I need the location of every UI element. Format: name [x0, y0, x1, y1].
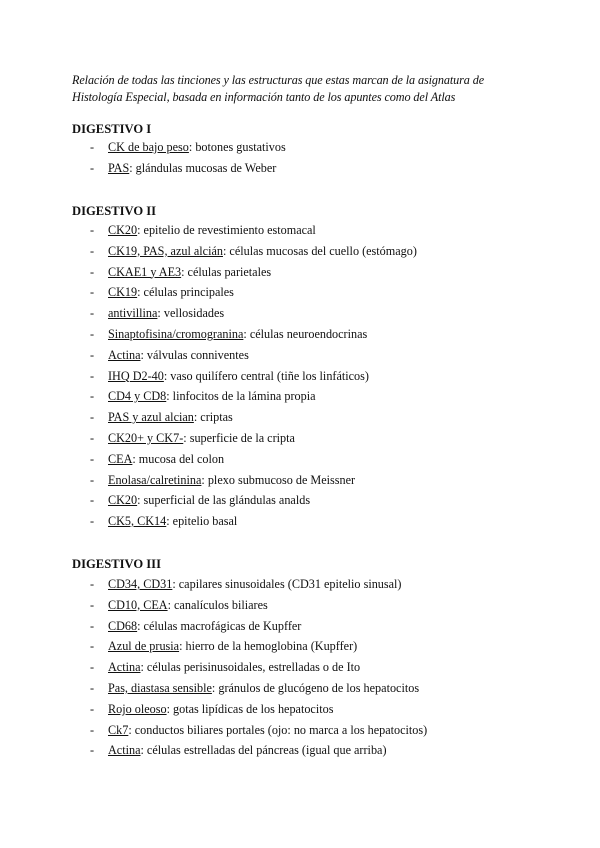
list-item: - CK5, CK14 : epitelio basal	[90, 514, 570, 535]
stain-term: antivillina	[108, 306, 158, 321]
stain-term: PAS	[108, 160, 130, 175]
stain-term: CD10, CEA	[108, 597, 168, 612]
stain-description: : vellosidades	[157, 306, 225, 321]
stain-description: : células neuroendocrinas	[243, 326, 368, 341]
stain-description: : células macrofágicas de Kupffer	[137, 618, 302, 633]
stain-description: : conductos biliares portales (ojo: no marca a los hepatocitos)	[128, 722, 428, 737]
stain-term: CK20	[108, 223, 138, 237]
stain-description: : epitelio de revestimiento estomacal	[137, 223, 316, 237]
list-item: - antivillina : vellosidades	[90, 306, 570, 327]
stain-term: PAS y azul alcian	[108, 410, 194, 425]
stain-term: CEA	[108, 451, 133, 466]
list-item: - CK de bajo peso : botones gustativos	[90, 140, 570, 161]
stain-term: Ck7	[108, 722, 129, 737]
stain-term: Actina	[108, 660, 141, 675]
stain-description: : vaso quilífero central (tiñe los linfáticos)	[163, 368, 369, 383]
stain-term: CD68	[108, 618, 138, 633]
list-item: - CD68 : células macrofágicas de Kupffer	[90, 619, 570, 640]
stain-description: : plexo submucoso de Meissner	[201, 472, 356, 487]
list-item: - Actina : células perisinusoidales, estrelladas o de Ito	[90, 660, 570, 681]
stain-term: CD4 y CD8	[108, 389, 167, 404]
stain-description: : células estrelladas del páncreas (igual que arriba)	[140, 743, 387, 758]
section-list-digestivo-2	[90, 223, 570, 535]
list-item: - CD10, CEA : canalículos biliares	[90, 598, 570, 619]
stain-description: : células principales	[137, 285, 234, 300]
stain-term: Pas, diastasa sensible	[108, 680, 212, 695]
list-item: - PAS : glándulas mucosas de Weber	[90, 161, 570, 182]
list-item: - Ck7 : conductos biliares portales (ojo: no marca a los hepatocitos)	[90, 723, 570, 744]
list-item: - PAS y azul alcian : criptas	[90, 410, 570, 431]
stain-term: Rojo oleoso	[108, 701, 167, 716]
list-item: - Actina : células estrelladas del páncreas (igual que arriba)	[90, 743, 570, 764]
stain-description: : glándulas mucosas de Weber	[129, 160, 277, 175]
stain-description: : canalículos biliares	[167, 597, 268, 612]
stain-term: CD34, CD31	[108, 577, 173, 591]
list-item: - Azul de prusia : hierro de la hemoglobina (Kupffer)	[90, 639, 570, 660]
stain-description: : botones gustativos	[188, 140, 286, 154]
stain-term: CK de bajo peso	[108, 140, 189, 154]
section-list-digestivo-3	[90, 577, 570, 764]
list-item: - CK20 : superficial de las glándulas analds	[90, 493, 570, 514]
stain-description: : mucosa del colon	[132, 451, 225, 466]
list-item: - CD34, CD31 : capilares sinusoidales (CD31 epitelio sinusal)	[90, 577, 570, 598]
list-item: - Sinaptofisina/cromogranina : células neuroendocrinas	[90, 327, 570, 348]
stain-term: Sinaptofisina/cromogranina	[108, 326, 244, 341]
stain-term: CK19	[108, 285, 138, 300]
list-item: - CK20+ y CK7- : superficie de la cripta	[90, 431, 570, 452]
stain-description: : superficial de las glándulas analds	[137, 493, 311, 508]
list-item: - CKAE1 y AE3 : células parietales	[90, 265, 570, 286]
list-item: - Enolasa/calretinina : plexo submucoso de Meissner	[90, 473, 570, 494]
list-item: - IHQ D2-40 : vaso quilífero central (tiñe los linfáticos)	[90, 369, 570, 390]
list-item: - CK19 : células principales	[90, 285, 570, 306]
stain-description: : capilares sinusoidales (CD31 epitelio sinusal)	[172, 577, 402, 591]
stain-description: : células perisinusoidales, estrelladas o de Ito	[140, 660, 361, 675]
list-item: - CK20 : epitelio de revestimiento estomacal	[90, 223, 570, 244]
stain-term: CKAE1 y AE3	[108, 264, 182, 279]
stain-term: Actina	[108, 347, 141, 362]
section-list-digestivo-1	[90, 140, 570, 182]
intro-line-1: Relación de todas las tinciones y las estructuras que estas marcan de la asignatura de	[72, 73, 485, 87]
stain-term: CK20	[108, 493, 138, 508]
document-intro	[72, 72, 542, 106]
stain-description: : gotas lipídicas de los hepatocitos	[166, 701, 334, 716]
list-item: - Rojo oleoso : gotas lipídicas de los hepatocitos	[90, 702, 570, 723]
stain-description: : criptas	[193, 410, 233, 425]
stain-description: : células mucosas del cuello (estómago)	[222, 243, 417, 258]
section-heading-digestivo-2: DIGESTIVO II	[72, 204, 157, 218]
section-heading-digestivo-3: DIGESTIVO III	[72, 557, 161, 571]
stain-description: : gránulos de glucógeno de los hepatocitos	[211, 680, 420, 695]
stain-term: CK20+ y CK7-	[108, 430, 184, 445]
list-item: - CEA : mucosa del colon	[90, 452, 570, 473]
list-item: - Actina : válvulas conniventes	[90, 348, 570, 369]
list-item: - CD4 y CD8 : linfocitos de la lámina propia	[90, 389, 570, 410]
stain-description: : válvulas conniventes	[140, 347, 249, 362]
stain-term: CK19, PAS, azul alcián	[108, 243, 223, 258]
stain-term: CK5, CK14	[108, 514, 167, 529]
section-heading-digestivo-1: DIGESTIVO I	[72, 122, 152, 136]
list-item: - CK19, PAS, azul alcián : células mucosas del cuello (estómago)	[90, 244, 570, 265]
stain-description: : hierro de la hemoglobina (Kupffer)	[179, 639, 358, 654]
stain-description: : superficie de la cripta	[183, 430, 295, 445]
stain-term: Actina	[108, 743, 141, 758]
stain-description: : células parietales	[181, 264, 272, 279]
list-item: - Pas, diastasa sensible : gránulos de glucógeno de los hepatocitos	[90, 681, 570, 702]
stain-term: Enolasa/calretinina	[108, 472, 202, 487]
stain-description: : epitelio basal	[166, 514, 238, 529]
stain-term: IHQ D2-40	[108, 368, 164, 383]
stain-term: Azul de prusia	[108, 639, 180, 654]
intro-line-2: Histología Especial, basada en información tanto de los apuntes como del Atlas	[72, 90, 456, 104]
stain-description: : linfocitos de la lámina propia	[166, 389, 316, 404]
